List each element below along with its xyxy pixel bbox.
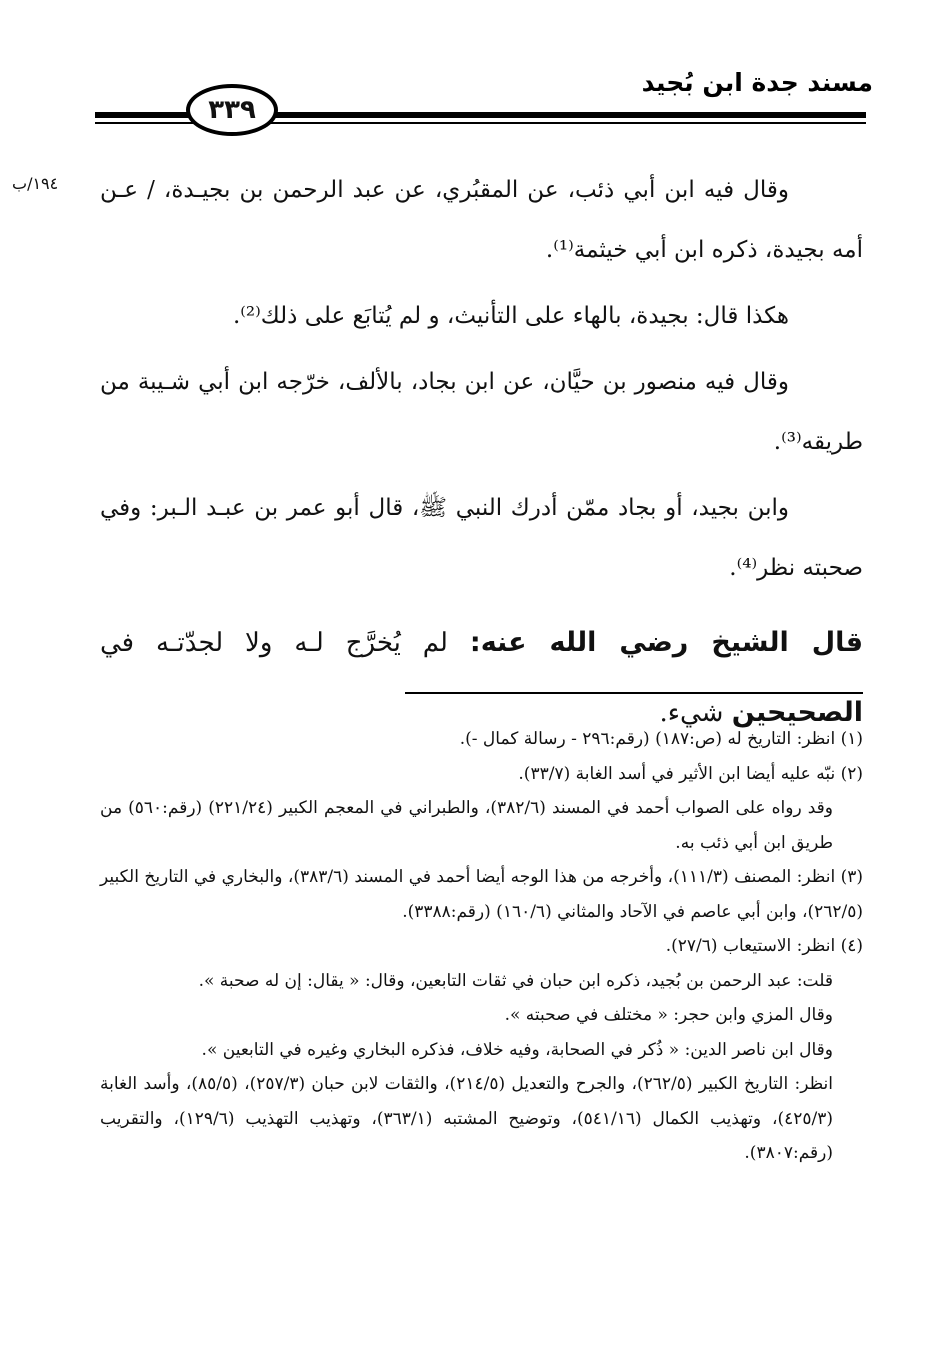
sheikh-bold-word: الصحيحين <box>731 697 863 728</box>
footnote-4-note-4: انظر: التاريخ الكبير (٢٦٢/٥)، والجرح والتعديل (٢١٤/٥)، والثقات لابن حبان (٢٥٧/٣)، (٨٥/٥)، وأسد الغابة (٤٢٥/٣)، وتهذيب الكمال (٥٤١/١٦)، وتوضيح المشتبه (٣٦٣/١)، وتهذيب التهذيب (١٢٩/٦)، والتقريب (رقم:٣٨٠٧). <box>100 1074 834 1163</box>
header-title: مسند جدة ابن بُجيد <box>641 68 873 97</box>
footnote-4-note-2: وقال المزي وابن حجر: « مختلف في صحبته ». <box>504 1005 833 1025</box>
page-number-badge <box>186 84 278 136</box>
paragraph-4: وابن بجيد، أو بجاد ممّن أدرك النبي ﷺ، قال أبو عمر بن عبـد الـبر: وفي صحبته نظر⁽⁴⁾. <box>100 495 863 581</box>
footnote-1: (١) انظر: التاريخ له (ص:١٨٧) (رقم:٢٩٦ - رسالة كمال -). <box>459 729 863 749</box>
sheikh-end: شيء. <box>659 698 724 728</box>
sheikh-label: قال الشيخ رضي الله عنه: <box>469 627 863 658</box>
footnote-separator <box>405 692 863 694</box>
main-text <box>100 160 863 748</box>
page-number: ٣٣٩ <box>208 95 256 125</box>
footnote-3: (٣) انظر: المصنف (١١١/٣)، وأخرجه من هذا الوجه أيضا أحمد في المسند (٣٨٣/٦)، والبخاري في التاريخ الكبير (٢٦٢/٥)، وابن أبي عاصم في الآحاد والمثاني (١٦٠/٦) (رقم:٣٣٨٨). <box>100 867 864 922</box>
footnote-2-continuation: وقد رواه على الصواب أحمد في المسند (٣٨٢/٦)، والطبراني في المعجم الكبير (٢٢١/٢٤) (رقم:٥٦٠) من طريق ابن أبي ذئب به. <box>100 798 833 853</box>
sheikh-text: لم يُخرَّج لـه ولا لجدّتـه في <box>100 628 448 658</box>
margin-folio-note: ١٩٤/ب <box>12 174 59 193</box>
paragraph-2: هكذا قال: بجيدة، بالهاء على التأنيث، و لم يُتابَع على ذلك⁽²⁾. <box>232 303 789 329</box>
footnote-4-note-1: قلت: عبد الرحمن بن بُجيد، ذكره ابن حبان في ثقات التابعين، وقال: « يقال: إن له صحبة ». <box>198 970 833 991</box>
footnote-2: (٢) نبّه عليه أيضا ابن الأثير في أسد الغابة (٣٣/٧). <box>518 763 863 784</box>
footnotes <box>100 722 863 1171</box>
footnote-4-note-3: وقال ابن ناصر الدين: « ذُكر في الصحابة، وفيه خلاف، فذكره البخاري وغيره في التابعين ». <box>201 1039 833 1060</box>
paragraph-3: وقال فيه منصور بن حيَّان، عن ابن بجاد، بالألف، خرّجه ابن أبي شـيبة من طريقه⁽³⁾. <box>100 369 863 455</box>
footnote-4: (٤) انظر: الاستيعاب (٢٧/٦). <box>665 936 863 956</box>
paragraph-1: وقال فيه ابن أبي ذئب، عن المقبُري، عن عبد الرحمن بن بجيـدة، / عـن أمه بجيدة، ذكره ابن أبي خيثمة⁽¹⁾. <box>100 177 863 263</box>
